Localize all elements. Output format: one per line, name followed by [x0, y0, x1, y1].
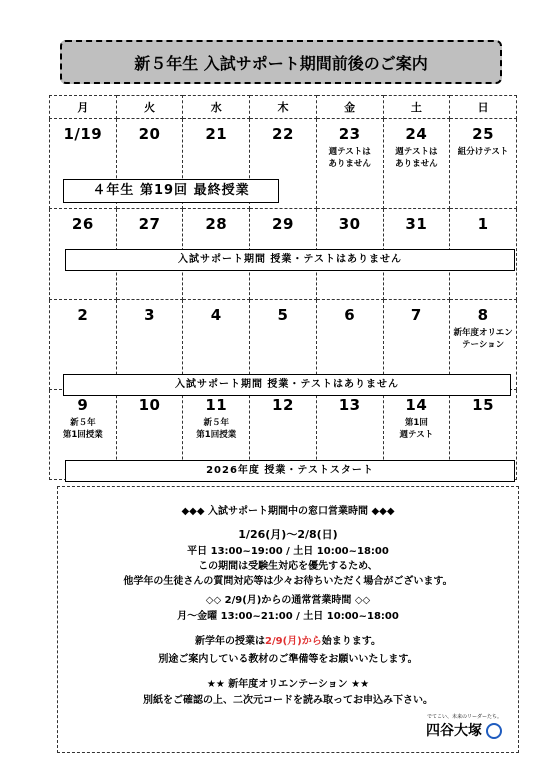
calendar [49, 95, 517, 478]
week-banner: 2026年度 授業・テストスタート [65, 460, 515, 482]
day-number: 23 [338, 125, 361, 143]
day-number: 3 [144, 305, 156, 324]
hours-note-2: 他学年の生徒さんの質問対応等は少々お待ちいただく場合がございます。 [123, 576, 453, 587]
weekday-wed: 水 [183, 96, 250, 119]
regular-times: 月～金曜 13:00~21:00 / 土日 10:00~18:00 [177, 611, 399, 622]
start-post: 始まります。 [321, 636, 381, 647]
logo-name: 四谷大塚 [426, 723, 482, 739]
weekday-fri: 金 [316, 96, 383, 119]
day-number: 12 [272, 395, 294, 414]
week-banner: ４年生 第19回 最終授業 [63, 179, 279, 203]
day-note: 新５年 第1回授業 [62, 417, 103, 440]
brand-logo [426, 713, 502, 740]
logo-tagline: でてこい、未来のリーダーたち。 [426, 714, 502, 720]
day-number: 2 [77, 305, 89, 324]
day-note: 新年度オリエン テーション [453, 327, 513, 350]
day-number: 13 [338, 395, 361, 414]
day-note: 新５年 第1回授業 [196, 417, 237, 440]
day-number: 20 [138, 125, 161, 143]
title-box [60, 40, 502, 84]
hours-heading: ◆◆◆ 入試サポート期間中の窓口営業時間 ◆◆◆ [181, 506, 395, 517]
day-number: 26 [71, 215, 94, 234]
info-panel [57, 486, 519, 753]
start-sentence [58, 632, 518, 647]
start-pre: 新学年の授業は [195, 636, 266, 647]
day-number: 11 [205, 395, 228, 414]
day-number: 28 [205, 215, 228, 234]
start-date: 2/9(月)から [265, 636, 322, 647]
day-number: 6 [344, 305, 356, 324]
logo-mark-icon [486, 723, 502, 739]
weekday-sun: 日 [450, 96, 517, 119]
day-number: 15 [472, 395, 495, 414]
orient-heading: ★★ 新年度オリエンテーション ★★ [206, 679, 370, 690]
day-cell [383, 119, 450, 209]
day-number: 8 [477, 305, 489, 324]
day-number: 14 [405, 395, 428, 414]
day-note: 組分けテスト [457, 147, 509, 157]
weekday-mon: 月 [50, 96, 117, 119]
day-number: 9 [77, 395, 89, 414]
orient-text: 別紙をご確認の上、二次元コードを読み取ってお申込み下さい。 [143, 695, 433, 706]
day-number: 27 [138, 215, 161, 234]
day-number: 21 [205, 125, 228, 143]
weekday-thu: 木 [250, 96, 317, 119]
materials-note: 別途ご案内している教材のご準備等をお願いいたします。 [158, 654, 418, 665]
day-cell [450, 119, 517, 209]
page-title: 新５年生 入試サポート期間前後のご案内 [134, 54, 428, 73]
hours-times: 平日 13:00~19:00 / 土日 10:00~18:00 [187, 546, 389, 557]
day-number: 25 [472, 125, 495, 143]
day-note: 週テストは ありません [328, 147, 371, 169]
day-number: 22 [272, 125, 294, 143]
week-banner: 入試サポート期間 授業・テストはありません [63, 374, 511, 396]
hours-note-1: この期間は受験生対応を優先するため、 [198, 561, 378, 572]
day-note: 週テストは ありません [395, 147, 438, 169]
week-banner: 入試サポート期間 授業・テストはありません [65, 249, 515, 271]
weekday-sat: 土 [383, 96, 450, 119]
weekday-header-row [50, 96, 517, 119]
regular-heading: ◇◇ 2/9(月)からの通常営業時間 ◇◇ [205, 595, 371, 606]
weekday-tue: 火 [116, 96, 183, 119]
day-number: 4 [210, 305, 222, 324]
day-number: 1 [477, 215, 489, 234]
day-number: 29 [272, 215, 294, 234]
day-number: 1/19 [63, 125, 103, 143]
day-number: 24 [405, 125, 428, 143]
day-number: 7 [410, 305, 422, 324]
day-number: 31 [405, 215, 428, 234]
hours-dates: 1/26(月)～2/8(日) [238, 528, 338, 541]
day-number: 5 [277, 305, 289, 324]
day-cell [316, 119, 383, 209]
day-number: 30 [338, 215, 361, 234]
day-note: 第1回 週テスト [399, 417, 434, 440]
day-number: 10 [138, 395, 161, 414]
